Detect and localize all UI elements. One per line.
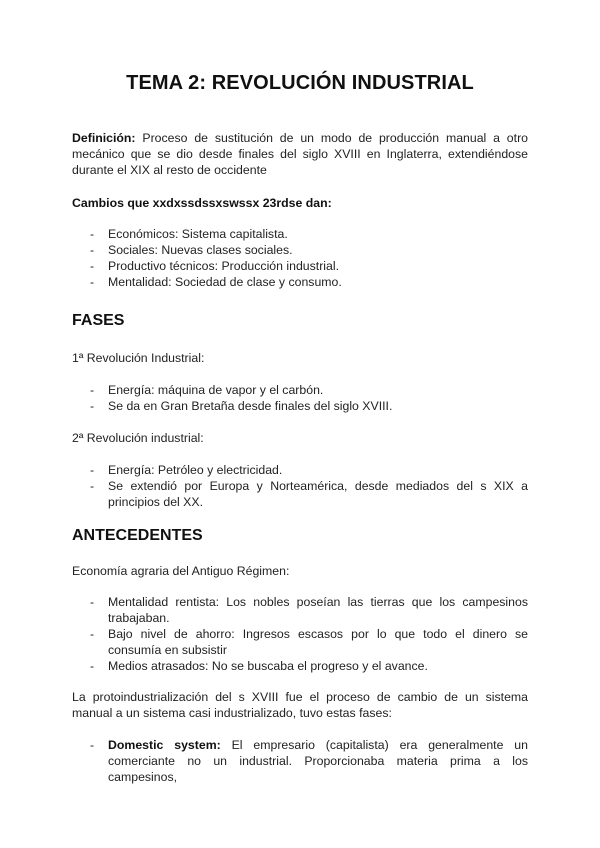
domestic-list bbox=[72, 737, 528, 785]
primera-list bbox=[72, 382, 528, 414]
bullet-dash: - bbox=[90, 259, 95, 273]
segunda-list bbox=[72, 462, 528, 510]
page-title: TEMA 2: REVOLUCIÓN INDUSTRIAL bbox=[126, 72, 474, 94]
segunda-label: 2ª Revolución industrial: bbox=[72, 431, 204, 445]
list-item: - Bajo nivel de ahorro: Ingresos escasos por lo que todo el dinero se consumía en subsistir bbox=[90, 627, 528, 657]
list-item: - Económicos: Sistema capitalista. bbox=[90, 227, 288, 241]
bullet-dash: - bbox=[90, 738, 95, 752]
list-item: - Se da en Gran Bretaña desde finales del siglo XVIII. bbox=[90, 399, 393, 413]
bullet-dash: - bbox=[90, 463, 95, 477]
list-item: - Productivo técnicos: Producción industrial. bbox=[90, 259, 340, 273]
primera-label: 1ª Revolución Industrial: bbox=[72, 351, 205, 365]
domestic-label: Domestic system: bbox=[108, 738, 221, 752]
list-item bbox=[72, 737, 528, 785]
list-item: - Mentalidad rentista: Los nobles poseían las tierras que los campesinos trabajaban. bbox=[90, 595, 528, 625]
fases-heading: FASES bbox=[72, 312, 125, 329]
definition-label: Definición: bbox=[72, 131, 136, 145]
antecedentes-heading: ANTECEDENTES bbox=[72, 527, 203, 544]
definition-text: Proceso de sustitución de un modo de producción manual a otro mecánico que se dio desde finales del siglo XVIII en Inglaterra, extendiéndose durante el XIX al resto de occidente bbox=[72, 131, 528, 177]
cambios-list bbox=[72, 226, 528, 290]
list-item: - Se extendió por Europa y Norteamérica, desde mediados del s XIX a principios del XX. bbox=[90, 479, 528, 509]
cambios-heading: Cambios que xxdxssdssxswssx 23rdse dan: bbox=[72, 196, 332, 210]
list-item: - Energía: máquina de vapor y el carbón. bbox=[90, 383, 324, 397]
bullet-dash: - bbox=[90, 595, 95, 609]
list-item: - Medios atrasados: No se buscaba el progreso y el avance. bbox=[90, 659, 428, 673]
bullet-dash: - bbox=[90, 627, 95, 641]
bullet-dash: - bbox=[90, 399, 95, 413]
bullet-dash: - bbox=[90, 275, 95, 289]
list-item: - Sociales: Nuevas clases sociales. bbox=[90, 243, 293, 257]
proto-paragraph: La protoindustrialización del s XVIII fue el proceso de cambio de un sistema manual a un sistema casi industrializado, tuvo estas fases: bbox=[72, 690, 528, 720]
bullet-dash: - bbox=[90, 227, 95, 241]
bullet-dash: - bbox=[90, 383, 95, 397]
economia-list bbox=[72, 594, 528, 674]
list-item: - Energía: Petróleo y electricidad. bbox=[90, 463, 283, 477]
bullet-dash: - bbox=[90, 659, 95, 673]
bullet-dash: - bbox=[90, 243, 95, 257]
economia-label: Economía agraria del Antiguo Régimen: bbox=[72, 564, 290, 578]
list-item: - Mentalidad: Sociedad de clase y consumo. bbox=[90, 275, 342, 289]
domestic-text: El empresario (capitalista) era generalmente un comerciante no un industrial. Proporcionaba materia prima a los campesinos, bbox=[108, 738, 528, 784]
bullet-dash: - bbox=[90, 479, 95, 493]
definition-paragraph bbox=[72, 130, 528, 178]
